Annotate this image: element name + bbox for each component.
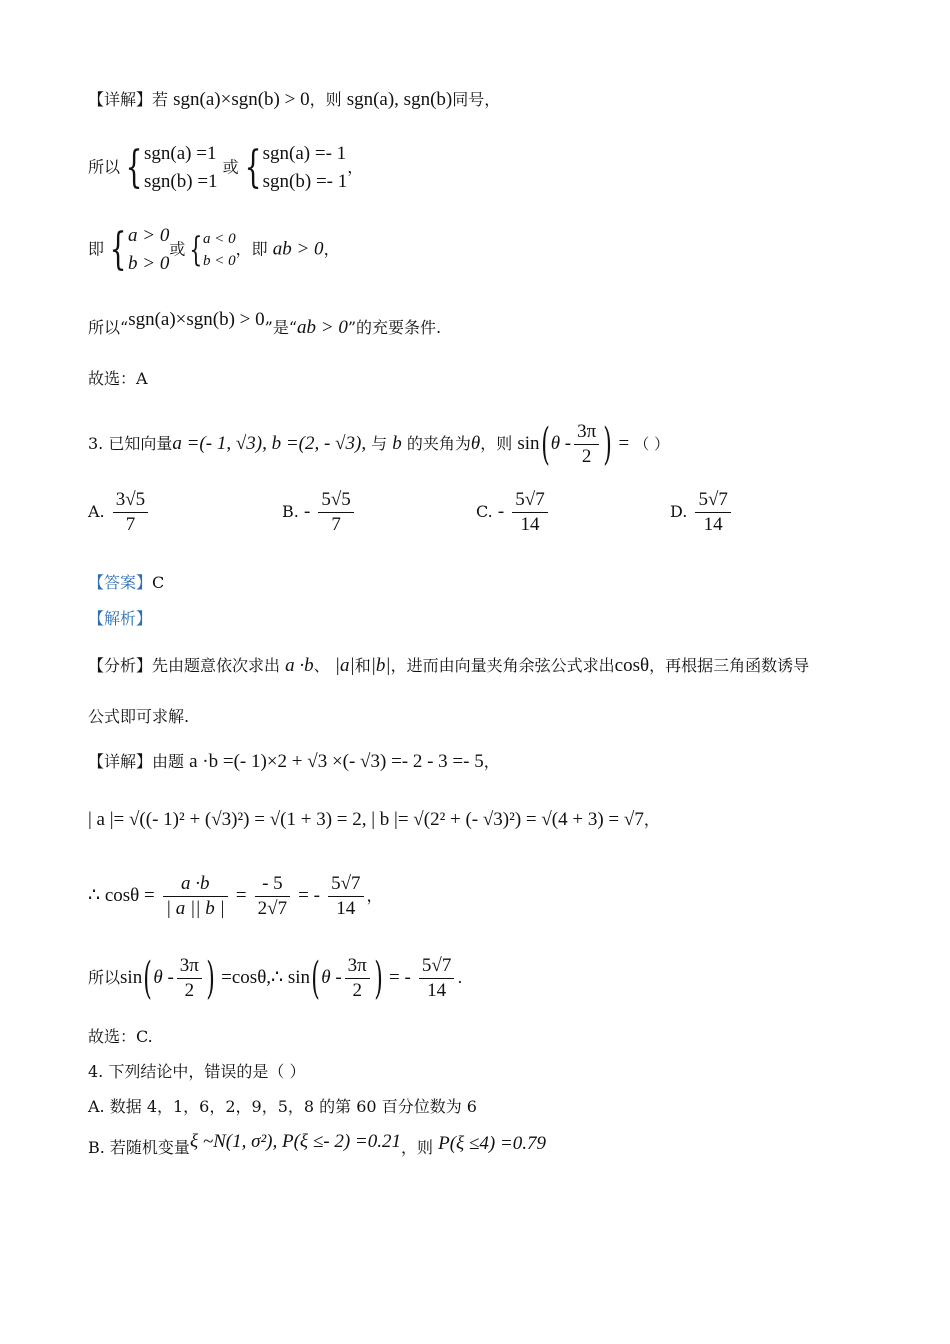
fraction: $\frac{5√7}{14}$ — [695, 488, 730, 537]
choice-line-2: 故选：C. — [88, 1027, 153, 1046]
fraction: $\frac{3\pi}{2}$ — [345, 954, 370, 1003]
question-3-stem: 3. 已知向量a =(- 1, √3), b =(2, - √3), 与 b 的夹角为θ，则 sin(θ - $\frac{3\pi}{2}$ ) = （ ） — [88, 418, 670, 470]
fraction: $\frac{3\pi}{2}$ — [177, 954, 202, 1003]
system-2: sgn(a) =- 1 sgn(b) =- 1 — [262, 143, 348, 192]
math-sgn-product: sgn(a)×sgn(b) > 0 — [173, 89, 310, 110]
choice-line-1: 故选：A — [88, 369, 148, 388]
cos-line: ∴ cosθ = $\frac{a \cdot b}{| a || b |}$ = $\frac{- 5}{2√7}$ = - $\frac{5√7}{14}$ ， — [88, 873, 383, 919]
system-1: sgn(a) =1 sgn(b) =1 — [144, 143, 218, 192]
left-paren: ( — [540, 418, 550, 470]
left-brace: { — [244, 142, 262, 193]
fraction: $\frac{a \cdot b}{| a || b |}$ — [163, 872, 228, 921]
norms-line: | a |= √((- 1)² + (√3)²) = √(1 + 3) = 2, | b |= √(2² + (- √3)²) = √(4 + 3) = √7， — [88, 809, 660, 830]
math-vectors: a =(- 1, √3), b =(2, - √3), — [172, 433, 367, 454]
math-sgn-pair: sgn(a), sgn(b) — [346, 89, 453, 110]
detail-line-2: 【详解】由题 a ·b =(- 1)×2 + √3 ×(- √3) =- 2 - 3 =- 5， — [88, 751, 500, 772]
question-4-option-a: A. 数据 4，1，6，2，9，5，8 的第 60 百分位数为 6 — [88, 1097, 477, 1116]
right-paren: ) — [374, 952, 383, 1004]
left-brace: { — [189, 230, 203, 270]
left-brace: { — [109, 224, 127, 275]
system-line-1: 所以 { sgn(a) =1 sgn(b) =1 或 { sgn(a) =- 1 sgn(b) =- 1 ， — [88, 140, 363, 196]
math-ab-positive: ab > 0 — [272, 238, 324, 260]
system-4: a < 0 b < 0 — [203, 231, 236, 269]
left-brace: { — [125, 142, 143, 193]
analysis-label: 【解析】 — [88, 609, 153, 628]
math-norms: | a |= √((- 1)² + (√3)²) = √(1 + 3) = 2, | b |= √(2² + (- √3)²) = √(4 + 3) = √7 — [88, 809, 644, 830]
question-4-stem: 4. 下列结论中，错误的是（ ） — [88, 1062, 306, 1081]
fraction: $\frac{3√5}{7}$ — [113, 488, 148, 537]
fraction: $\frac{- 5}{2√7}$ — [255, 872, 290, 921]
detail-label: 【详解】 — [88, 90, 153, 109]
math-dot-product: a ·b =(- 1)×2 + √3 ×(- √3) =- 2 - 3 =- 5 — [189, 751, 484, 772]
fraction: $\frac{5√7}{14}$ — [512, 488, 547, 537]
option-b: B. - $\frac{5√5}{7}$ — [282, 488, 357, 537]
option-a: A. $\frac{3√5}{7}$ — [88, 488, 151, 537]
question-4-option-b: B. 若随机变量ξ ~N(1, σ²), P(ξ ≤- 2) =0.21，则 P(ξ ≤4) =0.79 — [88, 1131, 546, 1157]
system-3: a > 0 b > 0 — [128, 225, 170, 274]
option-c: C. - $\frac{5√7}{14}$ — [476, 488, 551, 537]
analysis-line-1: 【分析】先由题意依次求出 a ·b、 |a|和|b|，进而由向量夹角余弦公式求出cosθ，再根据三角函数诱导 — [88, 655, 810, 676]
answer-line: 【答案】C — [88, 573, 165, 592]
fraction: $\frac{5√7}{14}$ — [328, 872, 363, 921]
fraction: $\frac{3\pi}{2}$ — [574, 420, 599, 469]
right-paren: ) — [206, 952, 215, 1004]
left-paren: ( — [143, 952, 153, 1004]
system-line-2: 即 { a > 0 b > 0 或 { a < 0 b < 0 ，即 ab > 0， — [88, 222, 340, 278]
answer-label: 【答案】 — [88, 573, 153, 592]
analysis-line-2: 公式即可求解. — [88, 707, 190, 726]
final-line: 所以sin(θ - $\frac{3\pi}{2}$ ) =cosθ,∴ sin(θ - $\frac{3\pi}{2}$ ) = - $\frac{5√7}{14}$ . — [88, 952, 463, 1004]
option-d: D. $\frac{5√7}{14}$ — [670, 488, 734, 537]
conclusion-line: 所以“sgn(a)×sgn(b) > 0”是“ab > 0”的充要条件. — [88, 309, 442, 338]
fraction: $\frac{5√7}{14}$ — [419, 954, 454, 1003]
fraction: $\frac{5√5}{7}$ — [318, 488, 353, 537]
detail-line-1: 【详解】若 sgn(a)×sgn(b) > 0，则 sgn(a), sgn(b)同号， — [88, 89, 501, 110]
right-paren: ) — [603, 418, 613, 470]
left-paren: ( — [311, 952, 320, 1004]
